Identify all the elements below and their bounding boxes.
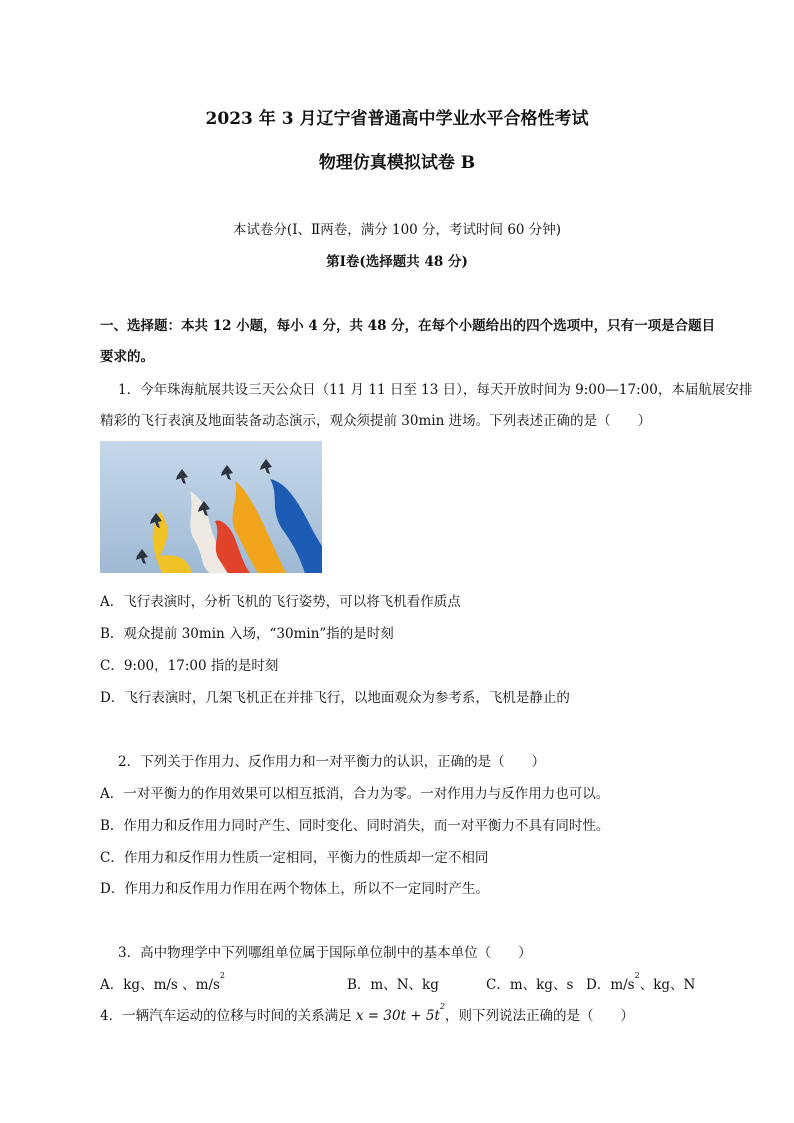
- exam-title: 2023 年 3 月辽宁省普通高中学业水平合格性考试: [205, 109, 589, 129]
- q1-option-a: A．飞行表演时，分析飞机的飞行姿势，可以将飞机看作质点: [100, 594, 461, 610]
- q3-option-d-suffix: 、kg、N: [639, 977, 696, 993]
- q2-option-c: C．作用力和反作用力性质一定相同，平衡力的性质却一定不相同: [100, 850, 489, 866]
- q3-option-d: [586, 973, 695, 993]
- airshow-illustration: [100, 441, 322, 573]
- q4-formula: x = 30t + 5t: [355, 1008, 440, 1024]
- q2-option-d: D．作用力和反作用力作用在两个物体上，所以不一定同时产生。: [100, 881, 489, 897]
- q1-option-b: B．观众提前 30min 入场，“30min”指的是时刻: [100, 626, 394, 642]
- section-heading-line1: 一、选择题：本共 12 小题，每小 4 分，共 48 分，在每个小题给出的四个选项中，只有一项是合题目: [100, 318, 716, 334]
- q2-option-a: A．一对平衡力的作用效果可以相互抵消，合力为零。一对作用力与反作用力也可以。: [100, 786, 610, 802]
- q1-stem-line1: 1．今年珠海航展共设三天公众日（11 月 11 日至 13 日），每天开放时间为 9:00—17:00，本届航展安排: [118, 382, 753, 398]
- q4-stem-suffix: ，则下列说法正确的是（ ）: [445, 1008, 635, 1024]
- section-heading-line2: 要求的。: [100, 349, 154, 365]
- exam-info: 本试卷分(Ⅰ、Ⅱ两卷，满分 100 分，考试时间 60 分钟): [232, 222, 562, 238]
- q1-option-c: C．9:00，17:00 指的是时刻: [100, 658, 279, 674]
- q4-formula-exponent: 2: [439, 1002, 446, 1011]
- q3-option-c: C．m、kg、s: [486, 977, 574, 993]
- q1-stem-line2: 精彩的飞行表演及地面装备动态演示，观众须提前 30min 进场。下列表述正确的是（ ）: [100, 413, 652, 429]
- q3-option-d-text: D．m/s: [586, 977, 635, 993]
- q3-stem: 3．高中物理学中下列哪组单位属于国际单位制中的基本单位（ ）: [118, 945, 532, 961]
- q3-option-a-text: A．kg、m/s 、m/s: [100, 977, 220, 993]
- q3-option-a-exponent: 2: [219, 971, 226, 980]
- q2-stem: 2．下列关于作用力、反作用力和一对平衡力的认识，正确的是（ ）: [118, 754, 546, 770]
- q1-option-d: D．飞行表演时，几架飞机正在并排飞行，以地面观众为参考系，飞机是静止的: [100, 690, 570, 706]
- q4-stem-prefix: 4．一辆汽车运动的位移与时间的关系满足: [100, 1008, 352, 1024]
- q3-option-a: [100, 973, 225, 993]
- part-title: 第Ⅰ卷(选择题共 48 分): [326, 254, 468, 270]
- q3-option-d-exponent: 2: [634, 971, 640, 980]
- exam-subtitle: 物理仿真模拟试卷 B: [318, 153, 476, 173]
- q4-stem: [100, 1004, 634, 1024]
- airshow-image: [100, 441, 322, 573]
- q2-option-b: B．作用力和反作用力同时产生、同时变化、同时消失，而一对平衡力不具有同时性。: [100, 818, 610, 834]
- q3-option-b: B．m、N、kg: [347, 977, 439, 993]
